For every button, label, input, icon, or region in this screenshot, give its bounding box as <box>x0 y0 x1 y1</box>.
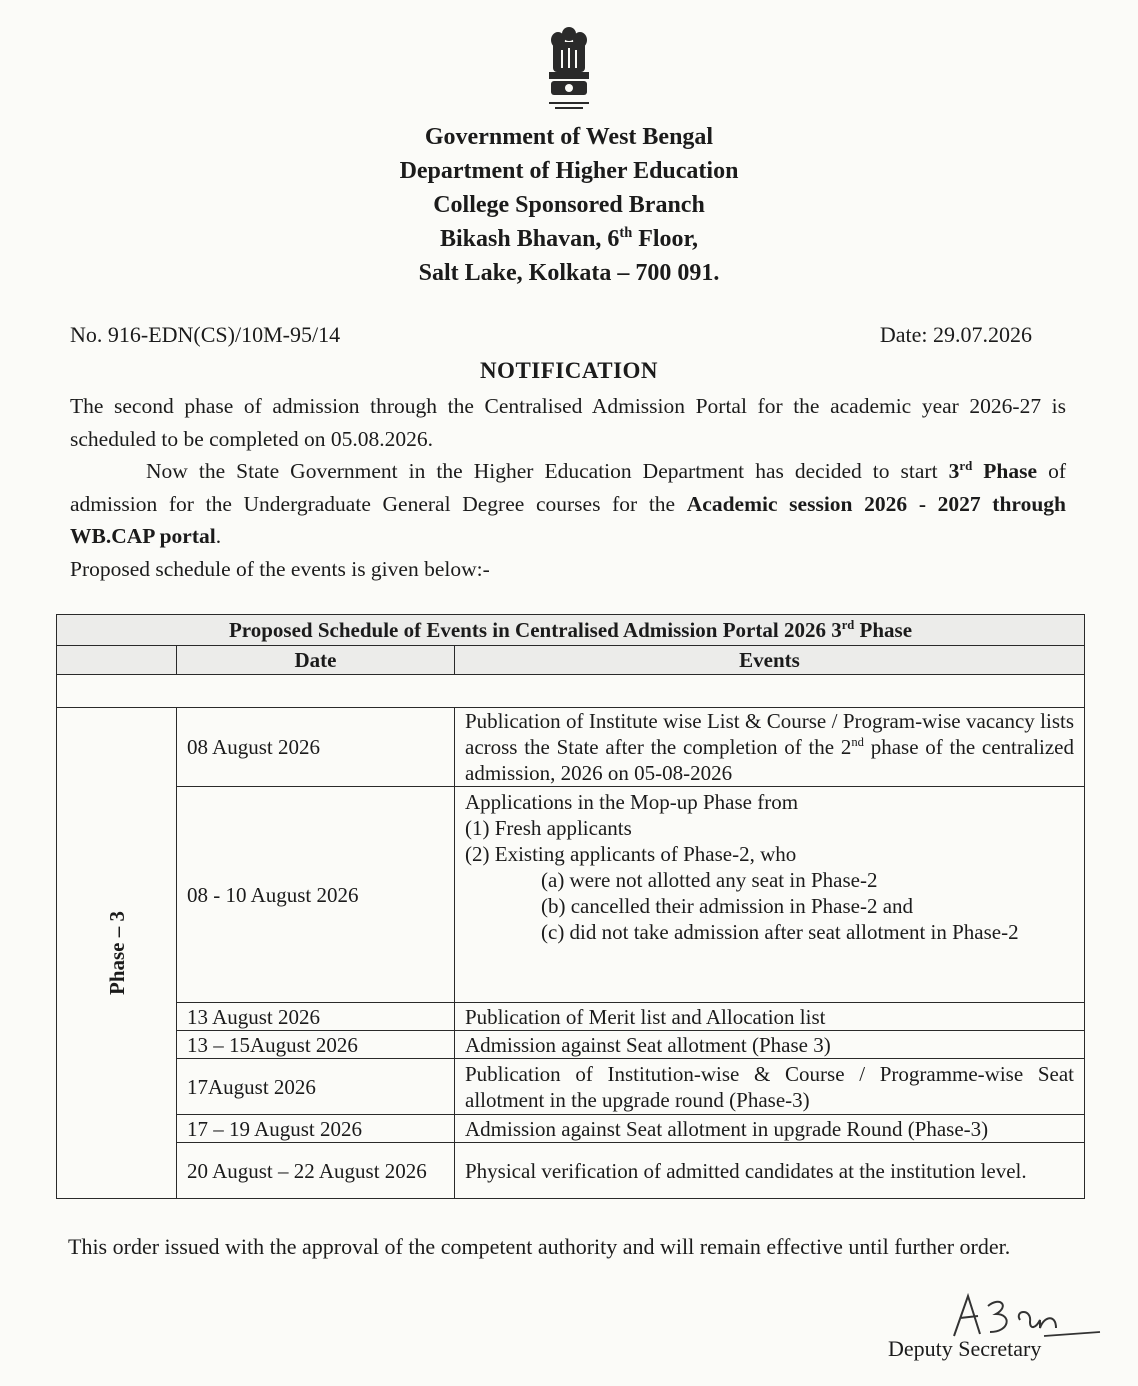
row-event: Admission against Seat allotment in upgrade Round (Phase-3) <box>455 1115 1085 1143</box>
table-row <box>57 708 1085 787</box>
notification-body <box>70 390 1066 585</box>
branch-name: College Sponsored Branch <box>433 192 705 218</box>
reference-line <box>70 322 1032 348</box>
notification-date: Date: 29.07.2026 <box>879 322 1032 347</box>
row-event: Applications in the Mop-up Phase from (1) Fresh applicants (2) Existing applicants of Phase-2, who (a) were not allotted any seat in Phase-2 (b) cancelled their admission in Phase-2 and (c) did not take admission after seat allotment in Phase-2 <box>455 787 1085 1003</box>
row-date: 20 August – 22 August 2026 <box>177 1143 455 1199</box>
blank-row <box>57 675 1085 708</box>
table-row <box>57 787 1085 1003</box>
phase-label: Phase – 3 <box>104 911 129 995</box>
row-date: 08 August 2026 <box>177 708 455 787</box>
row-event: Physical verification of admitted candidates at the institution level. <box>455 1143 1085 1199</box>
letterhead <box>0 120 1138 290</box>
table-row <box>57 1059 1085 1115</box>
paragraph-2: Now the State Government in the Higher Education Department has decided to start 3rd Phase of admission for the Undergraduate General Degree courses for the Academic session 2026 - 2027 through WB.CAP portal. <box>70 458 1066 548</box>
paragraph-3: Proposed schedule of the events is given below:- <box>70 556 490 581</box>
header-blank <box>57 646 177 675</box>
state-emblem-icon <box>541 24 597 112</box>
signatory-designation: Deputy Secretary <box>888 1336 1042 1361</box>
table-row <box>57 1031 1085 1059</box>
govt-name: Government of West Bengal <box>424 124 714 150</box>
address-line-1: Bikash Bhavan, 6th Floor, <box>440 225 698 252</box>
address-line-2: Salt Lake, Kolkata – 700 091. <box>418 260 720 286</box>
column-header-events: Events <box>455 646 1085 675</box>
table-row <box>57 1003 1085 1031</box>
table-row <box>57 1143 1085 1199</box>
row-event: Publication of Institute wise List & Course / Program-wise vacancy lists across the State after the completion of the 2nd phase of the centralized admission, 2026 on 05-08-2026 <box>455 708 1085 787</box>
table-title: Proposed Schedule of Events in Centralised Admission Portal 2026 3rd Phase <box>57 615 1085 646</box>
row-date: 17 – 19 August 2026 <box>177 1115 455 1143</box>
department-name: Department of Higher Education <box>399 158 739 184</box>
table-row <box>57 1115 1085 1143</box>
signature-icon <box>940 1292 1110 1342</box>
paragraph-1: The second phase of admission through the Centralised Admission Portal for the academic year 2026-27 is scheduled to be completed on 05.08.2026. <box>70 394 1066 451</box>
phase-cell <box>57 708 177 1199</box>
order-statement: This order issued with the approval of the competent authority and will remain effective until further order. <box>68 1234 1011 1259</box>
row-date: 13 – 15August 2026 <box>177 1031 455 1059</box>
column-header-date: Date <box>177 646 455 675</box>
row-event: Publication of Merit list and Allocation list <box>455 1003 1085 1031</box>
row-date: 08 - 10 August 2026 <box>177 787 455 1003</box>
row-date: 17August 2026 <box>177 1059 455 1115</box>
schedule-table <box>56 614 1085 1199</box>
row-event: Publication of Institution-wise & Course / Programme-wise Seat allotment in the upgrade round (Phase-3) <box>455 1059 1085 1115</box>
notification-title: NOTIFICATION <box>479 358 659 383</box>
memo-number: No. 916-EDN(CS)/10M-95/14 <box>70 322 341 347</box>
row-event: Admission against Seat allotment (Phase 3) <box>455 1031 1085 1059</box>
row-date: 13 August 2026 <box>177 1003 455 1031</box>
